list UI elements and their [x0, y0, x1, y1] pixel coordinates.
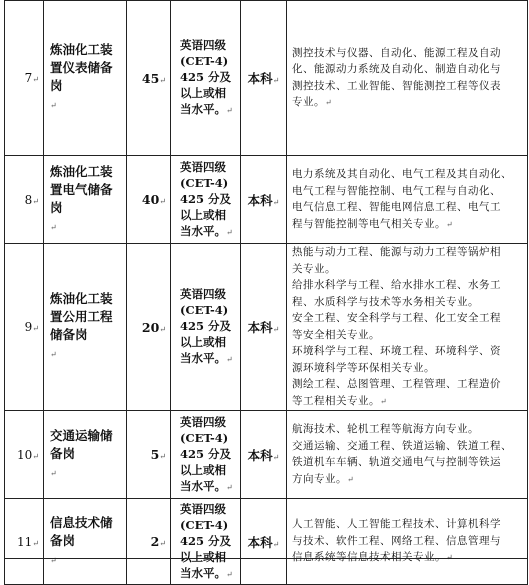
paragraph-mark-icon: ↵: [272, 452, 280, 462]
english-requirement-line: (CET-4): [180, 517, 229, 532]
major-requirement-cell: [287, 499, 528, 585]
paragraph-mark-icon: ↵: [272, 197, 280, 207]
major-requirement-line: 与技术、软件工程、网络工程、信息管理与: [292, 534, 501, 547]
row-number: 7: [24, 71, 33, 85]
job-title-cell: [44, 244, 127, 411]
headcount-cell: [127, 499, 171, 585]
job-title-line: 交通运输储: [50, 427, 113, 443]
education-level: 本科: [247, 320, 273, 335]
row-number: 11: [17, 534, 33, 549]
job-title-line: 信息技术储: [50, 514, 113, 530]
job-title-line: 岗: [50, 78, 63, 93]
major-requirement-cell: [287, 1, 528, 156]
english-requirement-line: 当水平。↵: [180, 102, 233, 116]
job-title-cell: [44, 156, 127, 244]
english-requirement-line: 以上或相: [180, 549, 226, 564]
table-row: [5, 244, 528, 411]
paragraph-mark-icon: ↵: [50, 468, 57, 478]
table-body: [5, 1, 528, 585]
recruitment-table: [4, 0, 528, 585]
english-requirement-cell: [171, 156, 241, 244]
paragraph-mark-icon: ↵: [272, 325, 280, 334]
education-level: 本科: [247, 71, 273, 86]
english-requirement-line: 当水平。↵: [180, 351, 233, 365]
paragraph-mark-icon: ↵: [446, 219, 454, 229]
major-requirement-line: 电气信息工程、智能电网信息工程、电气工: [292, 201, 501, 213]
major-requirement-line: 环境科学与工程、环境工程、环境科学、资: [292, 345, 501, 357]
paragraph-mark-icon: ↵: [272, 76, 280, 85]
paragraph-mark-icon: ↵: [325, 98, 333, 107]
job-title-line: 备岗: [50, 445, 76, 461]
english-requirement-line: 以上或相: [180, 335, 226, 349]
english-requirement-line: 英语四级: [180, 38, 226, 52]
paragraph-mark-icon: ↵: [50, 350, 57, 359]
row-number: 8: [24, 192, 33, 207]
major-requirement-line: 电气工程与智能控制、电气工程与自动化、: [292, 184, 501, 197]
job-title-line: 备岗: [50, 532, 76, 548]
paragraph-mark-icon: ↵: [347, 474, 355, 484]
english-requirement-line: 425 分及: [180, 191, 232, 206]
english-requirement-line: 当水平。↵: [180, 478, 233, 493]
education-level: 本科: [247, 534, 273, 550]
major-requirement-line: 信息系统等信息技术相关专业。↵: [292, 551, 454, 564]
major-requirement-line: 给排水科学与工程、给水排水工程、水务工: [292, 279, 501, 291]
row-number: 10: [17, 447, 33, 462]
major-requirement-line: 交通运输、交通工程、铁道运输、铁道工程、: [292, 439, 512, 452]
headcount: 20: [141, 319, 160, 335]
major-requirement-line: 电力系统及其自动化、电气工程及其自动化、: [292, 168, 512, 180]
english-requirement-line: (CET-4): [180, 54, 229, 68]
headcount: 40: [141, 192, 160, 207]
major-requirement-line: 方向专业。↵: [292, 472, 355, 485]
education-level: 本科: [247, 447, 273, 463]
paragraph-mark-icon: ↵: [32, 451, 39, 461]
row-number-cell: [5, 156, 44, 244]
paragraph-mark-icon: ↵: [159, 539, 166, 548]
english-requirement-line: 当水平。↵: [180, 223, 233, 238]
job-title-cell: [44, 411, 127, 499]
paragraph-mark-icon: ↵: [32, 538, 39, 548]
major-requirement-line: 铁道机车车辆、轨道交通电气与控制等铁运: [292, 456, 501, 468]
english-requirement-line: 425 分及: [180, 70, 232, 84]
paragraph-mark-icon: ↵: [32, 324, 39, 333]
paragraph-mark-icon: ↵: [226, 355, 233, 364]
english-requirement-line: 以上或相: [180, 462, 226, 477]
row-number-cell: [5, 244, 44, 411]
paragraph-mark-icon: ↵: [226, 482, 233, 492]
education-cell: [241, 244, 287, 411]
paragraph-mark-icon: ↵: [159, 197, 166, 206]
table-row: [5, 499, 528, 585]
education-cell: [241, 499, 287, 585]
paragraph-mark-icon: ↵: [50, 101, 57, 110]
major-requirement-line: 航海技术、轮机工程等航海方向专业。: [292, 423, 479, 435]
paragraph-mark-icon: ↵: [226, 569, 233, 579]
english-requirement-line: (CET-4): [180, 175, 229, 190]
english-requirement-line: (CET-4): [180, 303, 229, 317]
table-row: [5, 1, 528, 156]
job-title-line: 炼油化工装: [50, 42, 113, 57]
row-number-cell: [5, 1, 44, 156]
row-number: 9: [24, 320, 33, 334]
paragraph-mark-icon: ↵: [446, 553, 454, 563]
english-requirement-line: (CET-4): [180, 430, 229, 445]
major-requirement-line: 等安全相关专业。: [292, 328, 380, 341]
major-requirement-cell: [287, 244, 528, 411]
table-row: [5, 411, 528, 499]
paragraph-mark-icon: ↵: [272, 539, 280, 549]
paragraph-mark-icon: ↵: [159, 75, 166, 85]
english-requirement-line: 425 分及: [180, 533, 232, 548]
major-requirement-line: 人工智能、人工智能工程技术、计算机科学: [292, 518, 501, 531]
education-cell: [241, 411, 287, 499]
major-requirement-cell: [287, 411, 528, 499]
education-cell: [241, 156, 287, 244]
paragraph-mark-icon: ↵: [159, 452, 166, 461]
major-requirement-line: 测控技术与仪器、自动化、能源工程及自动: [292, 46, 501, 59]
english-requirement-line: 英语四级: [180, 287, 226, 301]
english-requirement-line: 以上或相: [180, 86, 226, 100]
job-title-line: 置公用工程: [50, 309, 113, 324]
major-requirement-line: 化、能源动力系统及自动化、制造自动化与: [292, 63, 501, 75]
major-requirement-line: 测控技术、工业智能、智能测控工程等仪表: [292, 79, 501, 92]
job-title-cell: [44, 499, 127, 585]
major-requirement-line: 程、水质科学与技术等水务相关专业。: [292, 295, 479, 308]
major-requirement-line: 源环境科学等环保相关专业。: [292, 361, 435, 374]
english-requirement-line: 英语四级: [180, 501, 226, 516]
paragraph-mark-icon: ↵: [159, 324, 166, 334]
paragraph-mark-icon: ↵: [380, 396, 388, 406]
job-title-line: 置电气储备: [50, 181, 113, 197]
major-requirement-line: 安全工程、安全科学与工程、化工安全工程: [292, 312, 501, 324]
paragraph-mark-icon: ↵: [226, 227, 233, 237]
paragraph-mark-icon: ↵: [32, 196, 39, 206]
english-requirement-line: 425 分及: [180, 319, 232, 333]
job-title-line: 储备岗: [50, 327, 88, 342]
major-requirement-line: 测绘工程、总图管理、工程管理、工程造价: [292, 378, 501, 390]
major-requirement-cell: [287, 156, 528, 244]
major-requirement-line: 程与智能控制等电气相关专业。↵: [292, 217, 454, 230]
paragraph-mark-icon: ↵: [50, 222, 57, 232]
headcount-cell: [127, 156, 171, 244]
english-requirement-cell: [171, 1, 241, 156]
headcount-cell: [127, 411, 171, 499]
english-requirement-line: 当水平。↵: [180, 565, 233, 580]
paragraph-mark-icon: ↵: [32, 75, 39, 84]
education-cell: [241, 1, 287, 156]
headcount: 2: [150, 534, 160, 549]
row-number-cell: [5, 499, 44, 585]
job-title-line: 岗: [50, 199, 63, 215]
headcount: 5: [150, 447, 160, 462]
job-title-line: 炼油化工装: [50, 163, 113, 179]
english-requirement-cell: [171, 499, 241, 585]
headcount-cell: [127, 244, 171, 411]
major-requirement-line: 关专业。: [292, 262, 336, 275]
job-title-cell: [44, 1, 127, 156]
job-title-line: 置仪表储备: [50, 60, 113, 75]
table-row: [5, 156, 528, 244]
headcount-cell: [127, 1, 171, 156]
row-number-cell: [5, 411, 44, 499]
english-requirement-line: 英语四级: [180, 414, 226, 429]
headcount: 45: [141, 70, 160, 86]
english-requirement-line: 425 分及: [180, 446, 232, 461]
paragraph-mark-icon: ↵: [50, 555, 57, 565]
english-requirement-cell: [171, 244, 241, 411]
education-level: 本科: [247, 192, 273, 208]
english-requirement-line: 以上或相: [180, 207, 226, 222]
paragraph-mark-icon: ↵: [226, 106, 233, 115]
english-requirement-cell: [171, 411, 241, 499]
major-requirement-line: 热能与动力工程、能源与动力工程等锅炉相: [292, 246, 501, 258]
english-requirement-line: 英语四级: [180, 159, 226, 174]
major-requirement-line: 专业。↵: [292, 96, 333, 108]
job-title-line: 炼油化工装: [50, 291, 113, 306]
major-requirement-line: 等工程相关专业。↵: [292, 394, 388, 407]
